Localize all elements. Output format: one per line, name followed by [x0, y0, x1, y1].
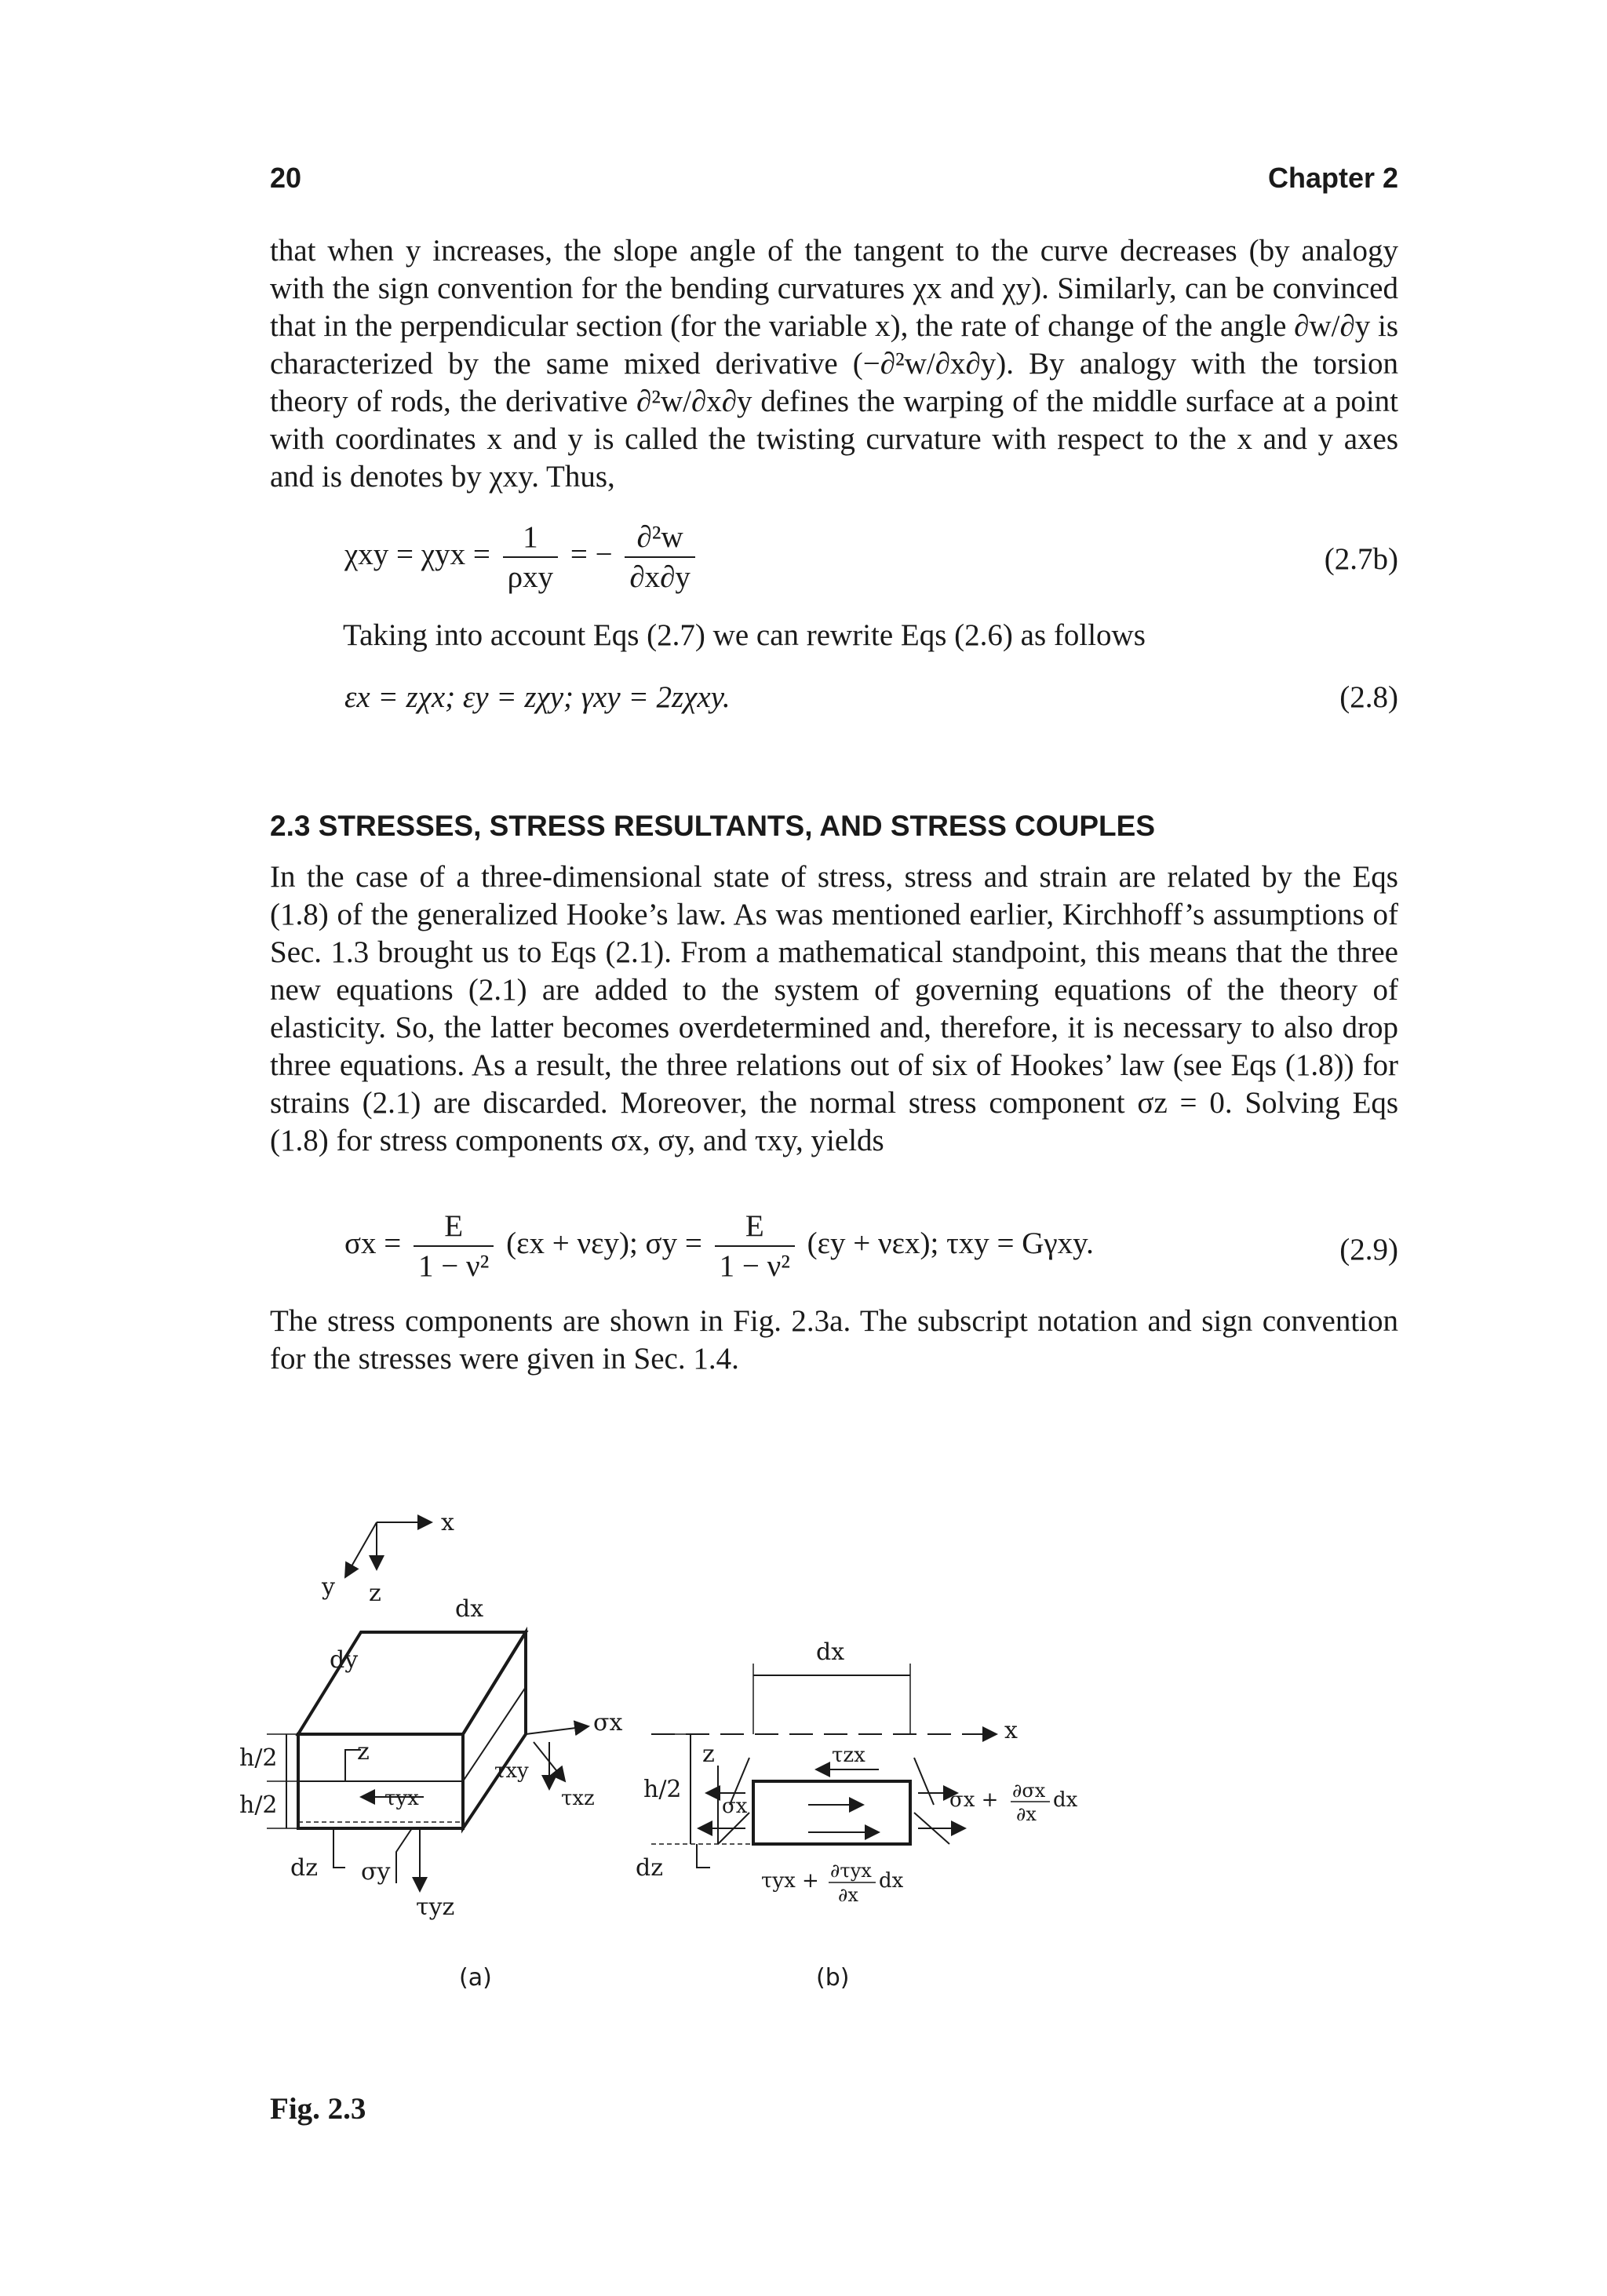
page-number: 20 — [270, 162, 302, 194]
label-dy: dy — [330, 1646, 359, 1674]
label-panel-a: (a) — [459, 1964, 492, 1992]
figure-caption: Fig. 2.3 — [270, 2092, 366, 2126]
label-tau-xz: τxz — [561, 1787, 595, 1810]
eq-sigma-x: σx = — [344, 1226, 402, 1260]
label-tau-yz: τyz — [416, 1893, 455, 1921]
label-tau-yx-plus: τyx + — [761, 1869, 819, 1893]
eq-mid: = − — [570, 537, 613, 571]
equation-2-8 — [270, 680, 1398, 719]
fraction-1 — [503, 519, 558, 595]
paragraph-1-text: that when y increases, the slope angle of the tangent to the curve decreases (by analogy with the sign convention for the bending curvatures χx and χy). Similarly, can be convinced that in the perpendicular section (for the variable x), the rate of change of the angle ∂w/∂y is characterized by the same mixed derivative (−∂²w/∂x∂y). By analogy with the torsion theory of rods, the derivative ∂²w/∂x∂y defines the warping of the middle surface at a point with coordinates x and y is called the twisting curvature with respect to the x and y axes and is denotes by χxy. Thus, — [270, 234, 1398, 494]
sigma-xplus-top-line — [914, 1758, 934, 1805]
label-dz: dz — [290, 1854, 319, 1882]
equation-2-9 — [270, 1208, 1398, 1295]
equation-number: (2.8) — [1339, 680, 1398, 714]
label-d-sigma-num: ∂σx — [1012, 1780, 1046, 1802]
equation-2-9-body — [344, 1208, 1094, 1284]
label-z: z — [357, 1738, 370, 1766]
fraction-2-num: ∂²w — [636, 520, 683, 554]
sigma-y-arrow — [396, 1828, 412, 1883]
panel-a-diagram — [267, 1522, 589, 1891]
label-axis-z: z — [369, 1580, 381, 1607]
label-z-b: z — [702, 1740, 715, 1768]
label-d-tau-den: ∂x — [838, 1884, 858, 1906]
equation-2-8-body: εx = zχx; εy = zχy; γxy = 2zχxy. — [344, 680, 731, 714]
label-d-tau-num: ∂τyx — [830, 1860, 872, 1882]
eq-sigma-y: (εx + νεy); σy = — [506, 1226, 702, 1260]
label-h2-top: h/2 — [239, 1744, 278, 1772]
paragraph-2: Taking into account Eqs (2.7) we can rewrite Eqs (2.6) as follows — [343, 618, 1146, 652]
label-dx: dx — [455, 1595, 484, 1623]
fraction-E-2 — [715, 1208, 795, 1284]
label-sigma-x-plus: σx + — [949, 1788, 999, 1812]
fraction-1-den: ρxy — [503, 556, 558, 595]
paragraph-4-text: The stress components are shown in Fig. 2.3a. The subscript notation and sign convention for the stresses were given in Sec. 1.4. — [270, 1304, 1398, 1376]
equation-2-7b-body — [344, 519, 700, 595]
fraction-den: 1 − ν² — [414, 1245, 494, 1284]
label-axis-x: x — [441, 1509, 454, 1536]
label-x-b: x — [1004, 1717, 1018, 1744]
equation-number: (2.7b) — [1324, 542, 1398, 576]
paragraph-1 — [270, 232, 1398, 496]
label-dz-b: dz — [636, 1854, 664, 1882]
label-tau-zx: τzx — [832, 1744, 865, 1767]
paragraph-3-text: In the case of a three-dimensional state of stress, stress and strain are related by the Eqs (1.8) of the generalized Hooke’s law. As was mentioned earlier, Kirchhoff’s assumptions of Sec. 1.3 brought us to Eqs (2.1). From a mathematical standpoint, this means that the three new equations (2.1) are added to the system of governing equations of the theory of elasticity. So, the latter becomes overdetermined and, therefore, it is necessary to also drop three equations. As a result, the three relations out of six of Hookes’ law (see Eqs (1.8)) for strains (2.1) are discarded. Moreover, the normal stress component σz = 0. Solving Eqs (1.8) for stress components σx, σy, and τxy, yields — [270, 860, 1398, 1157]
label-dx-suffix-sigma: dx — [1053, 1788, 1078, 1812]
label-axis-y: y — [322, 1573, 335, 1601]
label-tau-xy: τxy — [494, 1759, 529, 1783]
eq-tau-xy: (εy + νεx); τxy = Gγxy. — [807, 1226, 1094, 1260]
fraction-2-den: ∂x∂y — [625, 556, 695, 595]
fraction-E-1 — [414, 1208, 494, 1284]
box-side-face — [463, 1632, 526, 1828]
equation-number: (2.9) — [1339, 1233, 1398, 1266]
section-heading: 2.3 STRESSES, STRESS RESULTANTS, AND STRESS COUPLES — [270, 810, 1156, 842]
equation-2-7b — [270, 519, 1398, 606]
fraction-1-num: 1 — [523, 520, 538, 554]
label-tau-yx: τyx — [384, 1787, 419, 1810]
fraction-2 — [625, 519, 695, 595]
label-dx-suffix-tau: dx — [879, 1869, 904, 1893]
figure-2-3 — [239, 1499, 1303, 2032]
sigma-x-arrow — [526, 1726, 589, 1734]
fraction-den: 1 − ν² — [715, 1245, 795, 1284]
label-sigma-x-b: σx — [722, 1795, 748, 1818]
paragraph-4 — [270, 1303, 1398, 1378]
paragraph-3 — [270, 858, 1398, 1160]
element-rect — [753, 1781, 910, 1844]
eq-lhs: χxy = χyx = — [344, 537, 490, 571]
chapter-label: Chapter 2 — [1267, 162, 1398, 194]
fraction-num: E — [745, 1209, 764, 1243]
panel-b-labels — [636, 1638, 1078, 1992]
label-sigma-x: σx — [593, 1709, 623, 1737]
axis-y-arrow — [345, 1522, 377, 1577]
label-panel-b: (b) — [816, 1964, 850, 1992]
label-h2-b: h/2 — [643, 1776, 682, 1803]
label-h2-bot: h/2 — [239, 1791, 278, 1819]
label-dx-b: dx — [816, 1638, 845, 1666]
fraction-num: E — [444, 1209, 464, 1243]
label-sigma-y: σy — [361, 1858, 391, 1886]
dz-marker-b — [697, 1844, 710, 1868]
dz-marker — [333, 1828, 345, 1868]
label-d-sigma-den: ∂x — [1016, 1803, 1037, 1825]
